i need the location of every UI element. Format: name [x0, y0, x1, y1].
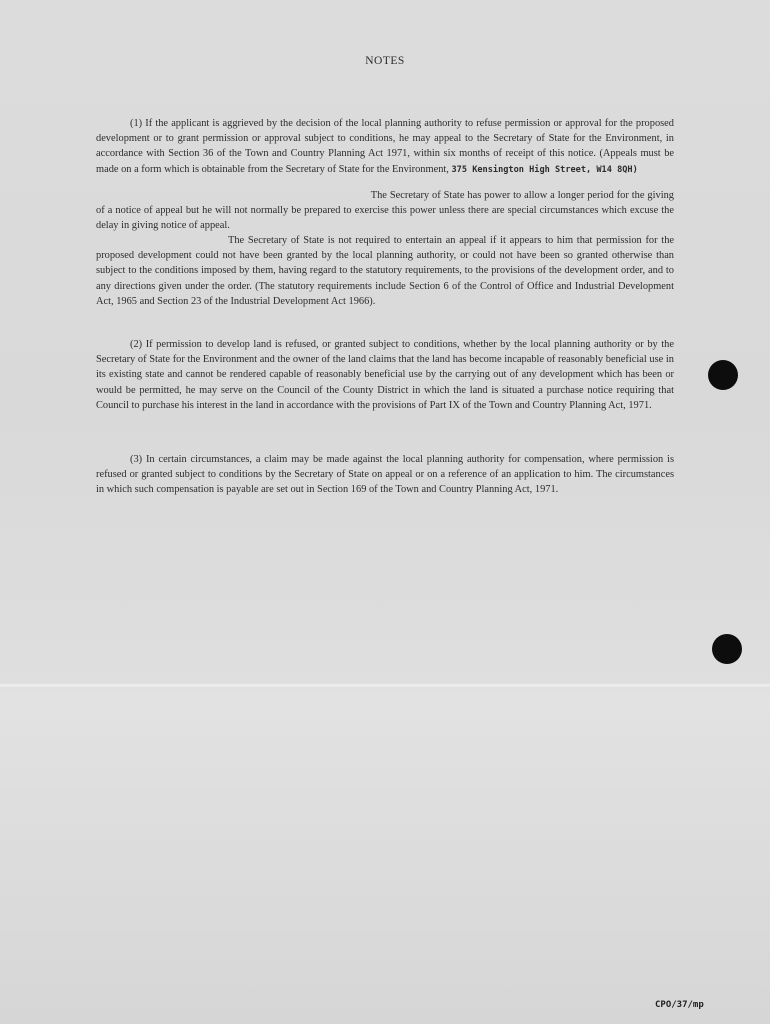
note-3-text: In certain circumstances, a claim may be made against the local planning authority for compensation, where permission is refused or granted subject to conditions by the Secretary of State on appeal or on a reference of an application to him. The circumstances in which such compensation is payable are set out in Section 169 of the Town and Country Planning Act, 1971. — [96, 454, 674, 496]
note-3-paragraph — [96, 452, 674, 498]
note-2-paragraph — [96, 337, 674, 413]
page-fold-line — [0, 684, 770, 687]
note-1-text-b: The Secretary of State has power to allow a longer period for the giving of a notice of appeal but he will not normally be prepared to exercise this power unless there are special circumstances which excuse the delay in giving notice of appeal. — [96, 190, 674, 232]
appeals-address: 375 Kensington High Street, W14 8QH) — [451, 164, 638, 175]
note-3-number: (3) — [130, 454, 143, 465]
form-reference: CPO/37/mp — [655, 1000, 704, 1010]
note-1-number: (1) — [130, 118, 143, 129]
note-1-paragraph-b — [96, 188, 674, 234]
note-1-paragraph-c — [96, 233, 674, 309]
note-1-text-a: If the applicant is aggrieved by the decision of the local planning authority to refuse permission or approval for the proposed development or to grant permission or approval subject to conditions, he may appeal to the Secretary of State for the Environment, in accordance with Section 36 of the Town and Country Planning Act 1971, within six months of receipt of this notice. (Appeals must be made on a form which is obtainable from the Secretary of State for the Environment, — [96, 118, 674, 175]
note-1-text-c: The Secretary of State is not required to entertain an appeal if it appears to him that permission for the proposed development could not have been granted by the local planning authority, or could not have been so granted otherwise than subject to the conditions imposed by them, having regard to the statutory requirements, to the provisions of the development order, and to any directions given under the order. (The statutory requirements include Section 6 of the Control of Office and Industrial Development Act, 1965 and Section 23 of the Industrial Development Act 1966). — [96, 235, 674, 307]
note-1-paragraph — [96, 116, 674, 178]
punch-hole — [708, 360, 738, 390]
punch-hole — [712, 634, 742, 664]
notes-heading: NOTES — [365, 55, 405, 67]
note-2-text: If permission to develop land is refused, or granted subject to conditions, whether by the local planning authority or by the Secretary of State for the Environment and the owner of the land claims that the land has become incapable of reasonably beneficial use in its existing state and cannot be rendered capable of reasonably beneficial use by the carrying out of any development which has been or would be permitted, he may serve on the Council of the County District in which the land is situated a purchase notice requiring that Council to purchase his interest in the land in accordance with the provisions of Part IX of the Town and Country Planning Act, 1971. — [96, 339, 674, 411]
note-2-number: (2) — [130, 339, 143, 350]
